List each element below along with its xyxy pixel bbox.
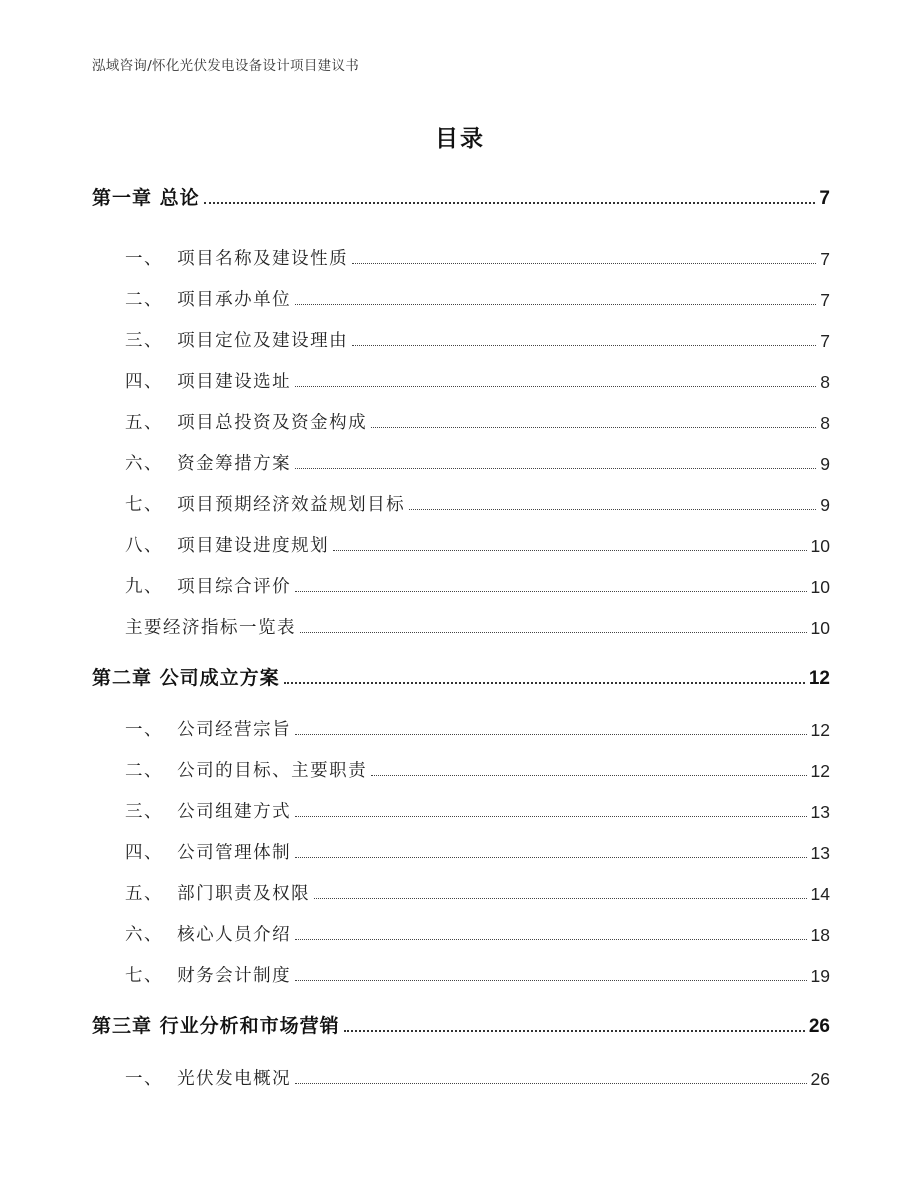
toc-page-number: 19 bbox=[810, 966, 830, 986]
dot-leader bbox=[333, 550, 806, 551]
dot-leader bbox=[352, 263, 816, 264]
toc-page-number: 13 bbox=[810, 843, 830, 863]
toc-chapter-2[interactable] bbox=[92, 662, 830, 690]
toc-section[interactable] bbox=[125, 877, 830, 905]
dot-leader bbox=[204, 202, 816, 204]
toc-page-number: 9 bbox=[820, 495, 830, 515]
toc-page-number: 14 bbox=[810, 884, 830, 904]
toc-page-number: 9 bbox=[820, 454, 830, 474]
toc-page-number: 8 bbox=[820, 372, 830, 392]
dot-leader bbox=[295, 1083, 806, 1084]
dot-leader bbox=[284, 682, 805, 684]
toc-page-number: 7 bbox=[820, 290, 830, 310]
dot-leader bbox=[295, 386, 816, 387]
toc-entry-label: 七、 财务会计制度 bbox=[125, 966, 292, 986]
toc-chapter-3[interactable] bbox=[92, 1010, 830, 1038]
toc-entry-label: 主要经济指标一览表 bbox=[125, 618, 296, 638]
toc-page-number: 12 bbox=[810, 761, 830, 781]
dot-leader bbox=[295, 591, 806, 592]
toc-section[interactable] bbox=[125, 488, 830, 516]
toc-section[interactable] bbox=[125, 713, 830, 741]
dot-leader bbox=[295, 468, 816, 469]
toc-entry-label: 二、 项目承办单位 bbox=[125, 290, 292, 310]
toc-entry-label: 一、 光伏发电概况 bbox=[125, 1069, 292, 1089]
dot-leader bbox=[295, 304, 816, 305]
toc-entry-label: 四、 项目建设选址 bbox=[125, 372, 292, 392]
toc-section[interactable] bbox=[125, 795, 830, 823]
toc-section[interactable] bbox=[125, 324, 830, 352]
toc-section[interactable] bbox=[125, 918, 830, 946]
dot-leader bbox=[314, 898, 806, 899]
toc-page-number: 26 bbox=[810, 1069, 830, 1089]
toc-page-number: 10 bbox=[810, 577, 830, 597]
toc-entry-label: 六、 核心人员介绍 bbox=[125, 925, 292, 945]
toc-entry-label: 三、 公司组建方式 bbox=[125, 802, 292, 822]
toc-entry-label: 五、 部门职责及权限 bbox=[125, 884, 311, 904]
toc-page-number: 7 bbox=[820, 249, 830, 269]
toc-entry-label: 七、 项目预期经济效益规划目标 bbox=[125, 495, 406, 515]
toc-title: 目录 bbox=[435, 126, 485, 152]
toc-page-number: 12 bbox=[810, 720, 830, 740]
toc-page-number: 7 bbox=[820, 331, 830, 351]
toc-section[interactable] bbox=[125, 959, 830, 987]
toc-page-number: 7 bbox=[819, 188, 830, 209]
dot-leader bbox=[295, 939, 806, 940]
dot-leader bbox=[371, 775, 806, 776]
dot-leader bbox=[300, 632, 807, 633]
toc-entry-label: 一、 项目名称及建设性质 bbox=[125, 249, 349, 269]
toc-entry-label: 九、 项目综合评价 bbox=[125, 577, 292, 597]
toc-section[interactable] bbox=[125, 529, 830, 557]
toc-entry-label: 五、 项目总投资及资金构成 bbox=[125, 413, 368, 433]
toc-page-number: 10 bbox=[810, 618, 830, 638]
dot-leader bbox=[295, 857, 806, 858]
toc-section[interactable] bbox=[125, 447, 830, 475]
toc-page-number: 8 bbox=[820, 413, 830, 433]
toc-section[interactable] bbox=[125, 242, 830, 270]
toc-section[interactable] bbox=[125, 365, 830, 393]
dot-leader bbox=[409, 509, 816, 510]
dot-leader bbox=[352, 345, 816, 346]
dot-leader bbox=[344, 1030, 805, 1032]
toc-section[interactable] bbox=[125, 570, 830, 598]
toc-section[interactable] bbox=[125, 836, 830, 864]
toc-page-number: 18 bbox=[810, 925, 830, 945]
toc-section[interactable] bbox=[125, 1062, 830, 1090]
toc-entry-label: 八、 项目建设进度规划 bbox=[125, 536, 330, 556]
toc-section[interactable] bbox=[125, 283, 830, 311]
dot-leader bbox=[295, 734, 806, 735]
toc-entry-label: 六、 资金筹措方案 bbox=[125, 454, 292, 474]
toc-section[interactable] bbox=[125, 611, 830, 639]
toc-page-number: 13 bbox=[810, 802, 830, 822]
toc-entry-label: 二、 公司的目标、主要职责 bbox=[125, 761, 368, 781]
running-header: 泓域咨询/怀化光伏发电设备设计项目建议书 bbox=[92, 58, 360, 74]
dot-leader bbox=[295, 816, 806, 817]
toc-page-number: 12 bbox=[808, 668, 830, 689]
toc-entry-label: 一、 公司经营宗旨 bbox=[125, 720, 292, 740]
toc-entry-label: 四、 公司管理体制 bbox=[125, 843, 292, 863]
dot-leader bbox=[295, 980, 806, 981]
dot-leader bbox=[371, 427, 816, 428]
toc-chapter-1[interactable] bbox=[92, 182, 830, 210]
toc-page-number: 10 bbox=[810, 536, 830, 556]
toc-entry-label: 第一章 总论 bbox=[92, 187, 200, 209]
toc-entry-label: 第二章 公司成立方案 bbox=[92, 667, 280, 689]
toc-section[interactable] bbox=[125, 754, 830, 782]
toc-section[interactable] bbox=[125, 406, 830, 434]
toc-page-number: 26 bbox=[808, 1016, 830, 1037]
toc-entry-label: 第三章 行业分析和市场营销 bbox=[92, 1015, 340, 1037]
toc-entry-label: 三、 项目定位及建设理由 bbox=[125, 331, 349, 351]
